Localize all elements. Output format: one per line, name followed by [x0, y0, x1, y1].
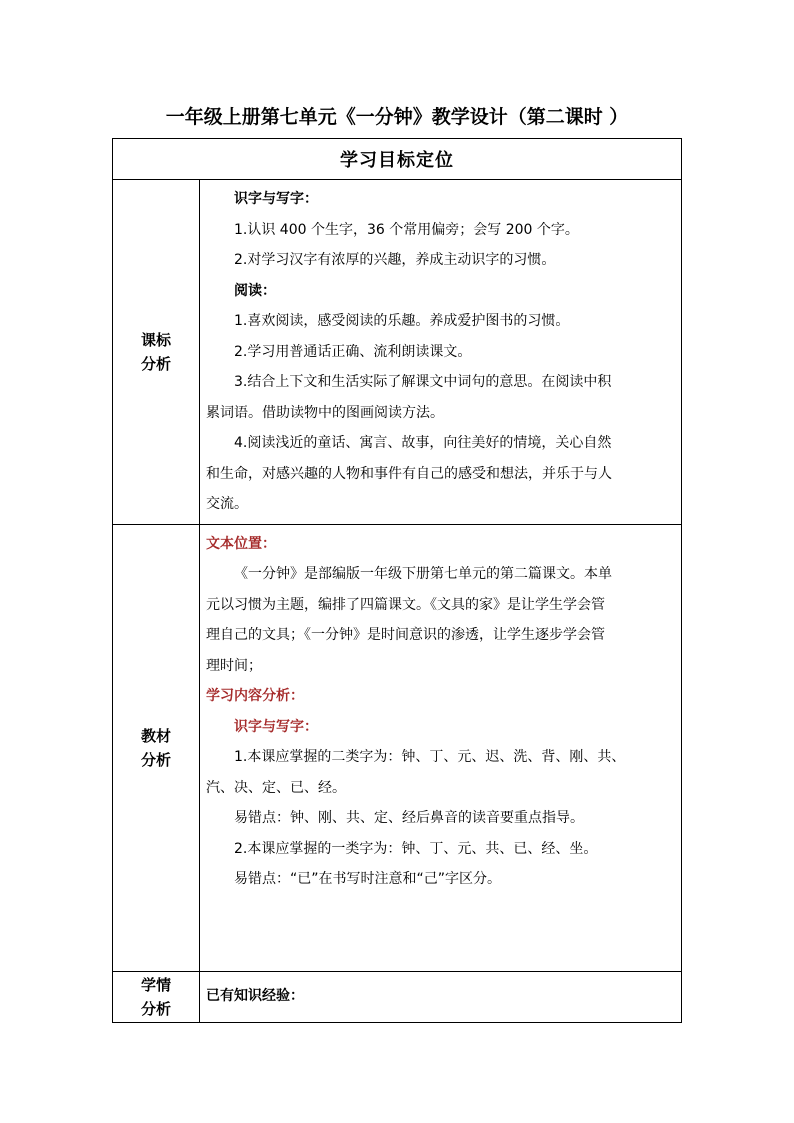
- student-analysis-content: [200, 971, 682, 1022]
- student-analysis-row: [113, 971, 682, 1022]
- prior-knowledge-heading: 已有知识经验：: [206, 988, 304, 1005]
- reading-item-3-line1: 3.结合上下文和生活实际了解课文中词句的意思。在阅读中积: [234, 374, 612, 390]
- first-class-chars-note: 易错点：“已”在书写时注意和“己”字区分。: [234, 871, 502, 887]
- document-title: 一年级上册第七单元《一分钟》教学设计（第二课时 ）: [165, 106, 629, 128]
- material-label-line1: 教材: [140, 726, 171, 745]
- reading-item-1: 1.喜欢阅读，感受阅读的乐趣。养成爱护图书的习惯。: [234, 313, 570, 329]
- literacy-item-2: 2.对学习汉字有浓厚的兴趣，养成主动识字的习惯。: [234, 252, 556, 268]
- text-position-line1: 《一分钟》是部编版一年级下册第七单元的第二篇课文。本单: [234, 566, 612, 582]
- second-class-chars-line2: 汽、决、定、已、经。: [206, 779, 346, 796]
- literacy-item-1: 1.认识 400 个生字，36 个常用偏旁；会写 200 个字。: [234, 221, 579, 238]
- table-header-row: [113, 139, 682, 180]
- curriculum-analysis-row: [113, 180, 682, 525]
- material-analysis-row: [113, 524, 682, 971]
- reading-item-2: 2.学习用普通话正确、流利朗读课文。: [234, 343, 472, 360]
- reading-heading: 阅读：: [234, 282, 276, 299]
- material-literacy-heading: 识字与写字：: [234, 718, 318, 735]
- content-analysis-heading: 学习内容分析：: [206, 688, 304, 704]
- first-class-chars: 2.本课应掌握的一类字为：钟、丁、元、共、已、经、坐。: [234, 840, 598, 857]
- reading-item-4-line2: 和生命，对感兴趣的人物和事件有自己的感受和想法，并乐于与人: [206, 465, 612, 482]
- reading-item-4-line3: 交流。: [206, 496, 248, 512]
- material-analysis-label: [113, 524, 200, 971]
- curriculum-label-line2: 分析: [140, 354, 171, 373]
- curriculum-label-line1: 课标: [140, 330, 171, 349]
- reading-item-4-line1: 4.阅读浅近的童话、寓言、故事，向往美好的情境，关心自然: [234, 435, 612, 451]
- text-position-line3: 理自己的文具；《一分钟》是时间意识的渗透，让学生逐步学会管: [206, 627, 605, 643]
- reading-item-3-line2: 累词语。借助读物中的图画阅读方法。: [206, 404, 444, 421]
- literacy-heading: 识字与写字：: [234, 191, 318, 207]
- second-class-chars-line1: 1.本课应掌握的二类字为：钟、丁、元、迟、洗、背、刚、共、: [234, 749, 626, 765]
- student-label-line2: 分析: [140, 999, 171, 1018]
- material-analysis-content: [200, 524, 682, 971]
- curriculum-analysis-content: [200, 180, 682, 525]
- student-analysis-label: [113, 971, 200, 1022]
- text-position-line4: 理时间；: [206, 657, 262, 674]
- lesson-plan-table: [112, 138, 682, 1023]
- text-position-heading: 文本位置：: [206, 535, 276, 552]
- table-header: 学习目标定位: [113, 139, 682, 180]
- material-label-line2: 分析: [140, 750, 171, 769]
- second-class-chars-note: 易错点：钟、刚、共、定、经后鼻音的读音要重点指导。: [234, 810, 584, 826]
- student-label-line1: 学情: [140, 975, 171, 994]
- text-position-line2: 元以习惯为主题，编排了四篇课文。《文具的家》是让学生学会管: [206, 596, 605, 613]
- curriculum-analysis-label: [113, 180, 200, 525]
